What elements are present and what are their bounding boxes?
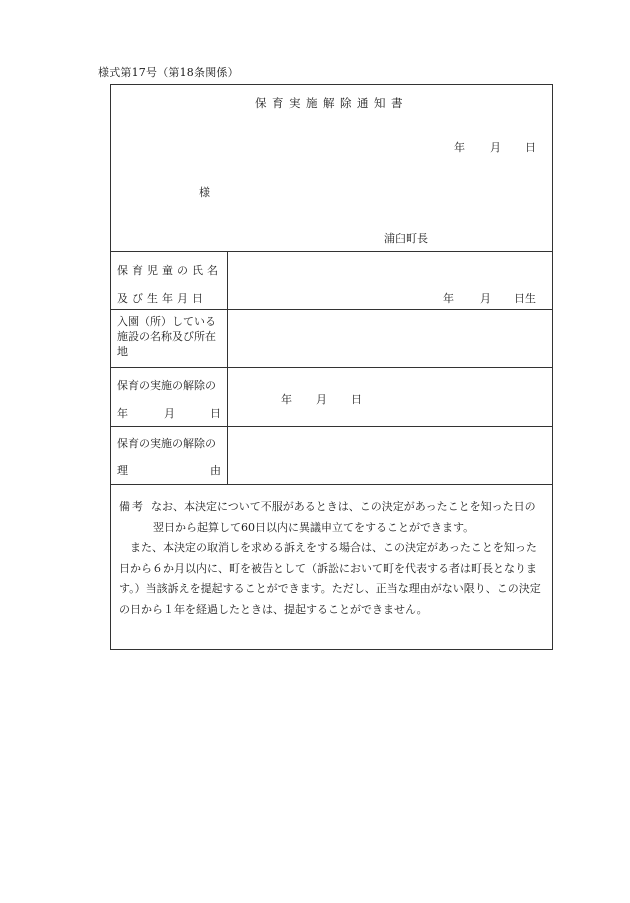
cancel-date-year-label: 年 — [117, 407, 128, 420]
date-day-label: 日 — [525, 141, 536, 154]
date-year-label: 年 — [454, 141, 465, 154]
notes-label: 備考 — [119, 500, 145, 513]
date-month-label: 月 — [490, 141, 501, 154]
divider — [111, 309, 552, 310]
recipient-suffix: 様 — [199, 186, 210, 199]
cancel-date-label: 保育の実施の解除の — [117, 379, 216, 392]
notes-paragraph-2: また、本決定の取消しを求める訴えをする場合は、この決定があったことを知った日から６か月以内に、町を被告として（訴訟において町を代表する者は町長となります。）当該訴えを提起することができます。ただし、正当な理由がない限り、この決定の日から１年を経過したときは、提起することができません。 — [119, 541, 541, 616]
cancel-reason-label-part2: 由 — [210, 464, 221, 477]
divider — [111, 251, 552, 252]
birth-year-label: 年 — [443, 292, 454, 305]
notes-paragraph-1 — [119, 497, 545, 538]
form-number: 様式第17号（第18条関係） — [98, 66, 239, 79]
document-title: 保育実施解除通知書 — [255, 96, 408, 110]
cancel-date-day-label: 日 — [210, 407, 221, 420]
facility-label-1: 入園（所）している — [117, 315, 216, 328]
notes-text-1: なお、本決定について不服があるときは、この決定があったことを知った日の翌日から起算して60日以内に異議申立てをすることができます。 — [151, 500, 536, 534]
divider — [111, 484, 552, 485]
child-name-label: 保育児童の氏名 — [117, 264, 222, 277]
cancel-day-value: 日 — [351, 393, 362, 406]
birth-month-label: 月 — [480, 292, 491, 305]
notice-form — [110, 84, 553, 650]
facility-label-2: 施設の名称及び所在 — [117, 330, 216, 343]
issuer-name: 浦臼町長 — [384, 232, 428, 245]
cancel-date-month-label: 月 — [164, 407, 175, 420]
cancel-reason-label-part1: 理 — [117, 464, 128, 477]
cancel-month-value: 月 — [316, 393, 327, 406]
divider — [111, 426, 552, 427]
birth-day-label: 日生 — [514, 292, 536, 305]
child-birthdate-label: 及び生年月日 — [117, 292, 207, 305]
facility-label-3: 地 — [117, 345, 128, 358]
notes-section — [119, 497, 545, 620]
cancel-reason-label: 保育の実施の解除の — [117, 437, 216, 450]
column-divider — [227, 251, 228, 484]
divider — [111, 367, 552, 368]
cancel-year-value: 年 — [281, 393, 292, 406]
